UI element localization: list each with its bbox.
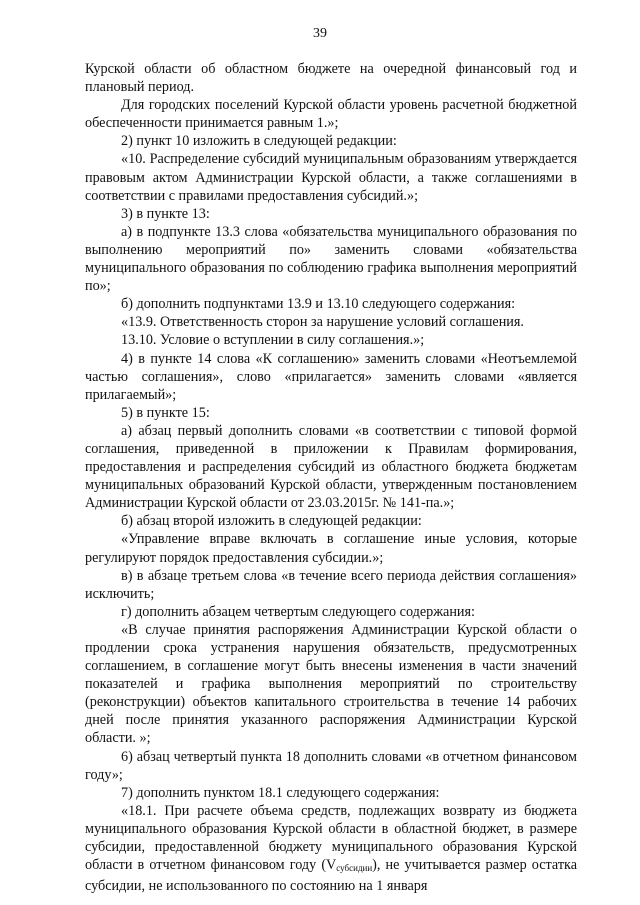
paragraph: Курской области об областном бюджете на очередной финансовый год и плановый период. [85,61,577,96]
paragraph: б) дополнить подпунктами 13.9 и 13.10 следующего содержания: [121,296,516,313]
paragraph-text: «18.1. При расчете объема средств, подлежащих возврату из бюджета муниципального образования Курской области в областной бюджет, в размере субсидии, предоставленной бюджету муниципального образования Курской области в отчетном финансовом году (V [85,802,577,874]
paragraph: б) абзац второй изложить в следующей редакции: [121,513,422,530]
paragraph: 7) дополнить пунктом 18.1 следующего содержания: [121,784,440,801]
paragraph: а) абзац первый дополнить словами «в соответствии с типовой формой соглашения, приведенной в приложении к Правилам формирования, предоставления и распределения субсидий из областного бюджета бюджетам муниципальных образований Курской области, утвержденным постановлением Администрации Курской области от 23.03.2015г. № 141-па.»; [85,422,577,512]
paragraph: 6) абзац четвертый пункта 18 дополнить словами «в отчетном финансовом году»; [85,748,577,783]
paragraph: «10. Распределение субсидий муниципальным образованиям утверждается правовым актом Администрации Курской области, а также соглашениями в соответствии с правилами предоставления субсидий.»; [85,151,577,204]
paragraph: Для городских поселений Курской области уровень расчетной бюджетной обеспеченности принимается равным 1.»; [85,97,577,132]
paragraph-last [85,802,577,895]
subscript-text: субсидии [336,863,373,874]
paragraph-text: ), не учитывается размер остатка субсидии, не использованного по состоянию на 1 января [85,857,577,895]
document-body [85,60,577,895]
paragraph: г) дополнить абзацем четвертым следующего содержания: [121,603,475,620]
paragraph: 2) пункт 10 изложить в следующей редакции: [121,133,397,150]
page-number: 39 [313,26,327,41]
paragraph: «13.9. Ответственность сторон за нарушение условий соглашения. [121,314,524,331]
paragraph: а) в подпункте 13.3 слова «обязательства муниципального образования по выполнению мероприятий по» заменить словами «обязательства муниципального образования по соблюдению графика выполнения мероприятий по»; [85,223,577,295]
paragraph: 5) в пункте 15: [121,404,210,421]
paragraph: 4) в пункте 14 слова «К соглашению» заменить словами «Неотъемлемой частью соглашения», слово «прилагается» заменить словами «является прилагаемый»; [85,350,577,403]
paragraph: 13.10. Условие о вступлении в силу соглашения.»; [121,332,425,349]
paragraph: «Управление вправе включать в соглашение иные условия, которые регулируют порядок предоставления субсидии.»; [85,531,577,566]
paragraph: 3) в пункте 13: [121,205,210,222]
paragraph: «В случае принятия распоряжения Администрации Курской области о продлении срока устранения нарушения обязательств, предусмотренных соглашением, в соглашение могут быть внесены изменения в части значений показателей и графика выполнения мероприятий по строительству (реконструкции) объектов капитального строительства в течение 14 рабочих дней после принятия указанного распоряжения Администрации Курской области. »; [85,621,577,747]
paragraph: в) в абзаце третьем слова «в течение всего периода действия соглашения» исключить; [85,567,577,602]
